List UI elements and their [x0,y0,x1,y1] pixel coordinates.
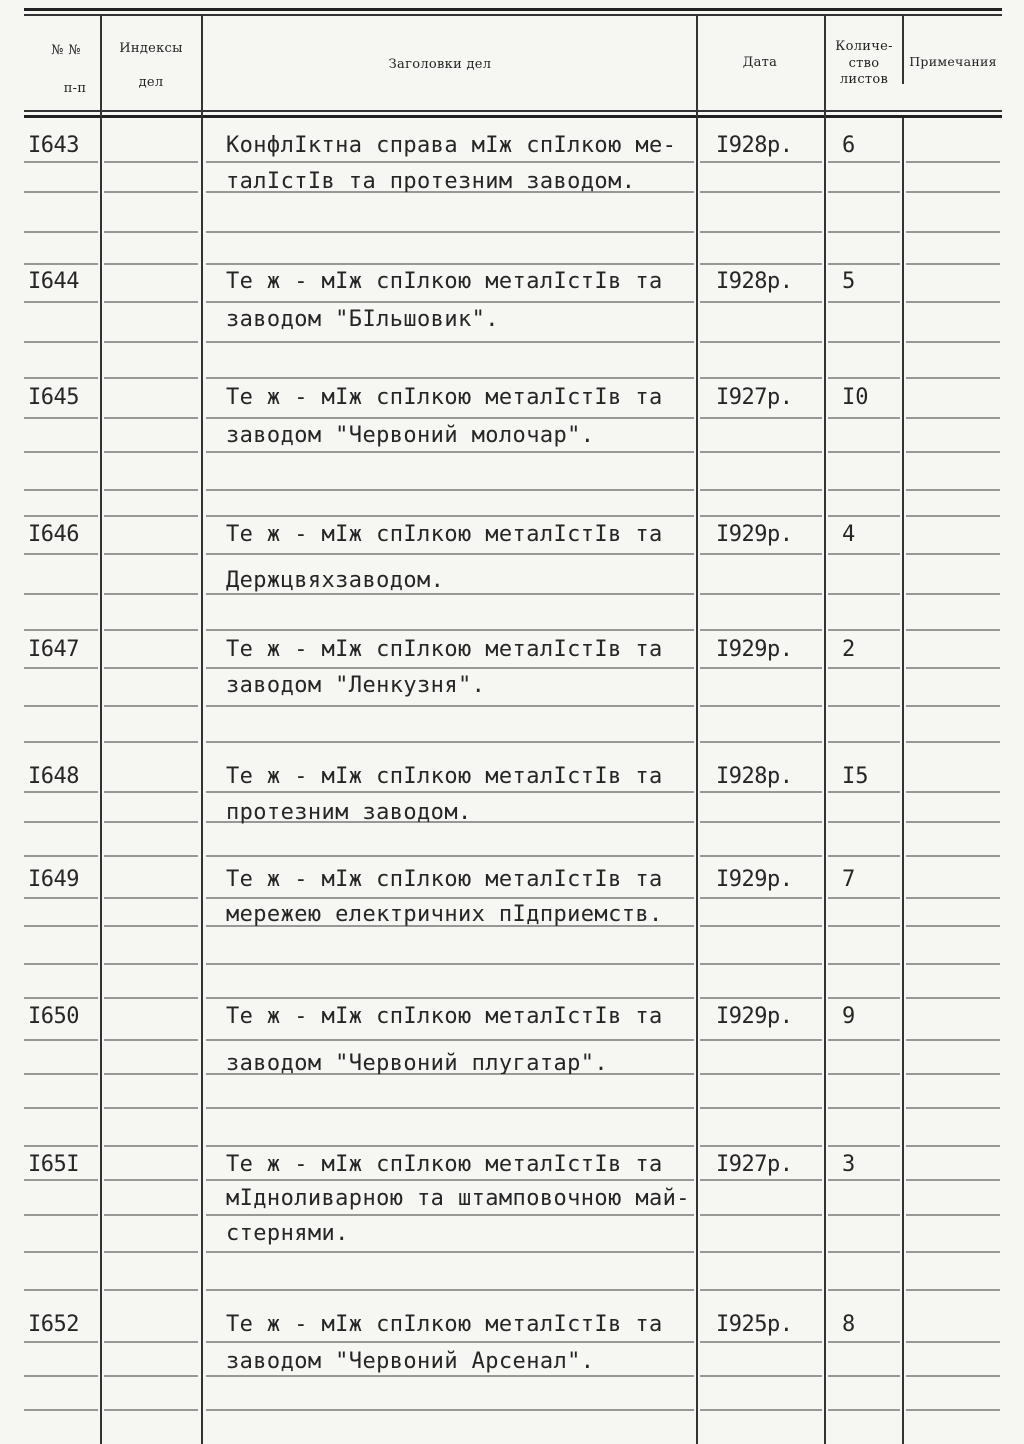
header-sheets-label-3: листов [839,72,889,87]
case-title-line: Те ж - мIж спIлкою металIстIв та [226,637,663,662]
sheet-count: 8 [842,1312,856,1337]
case-date: I927р. [716,1152,793,1177]
case-title-line: Те ж - мIж спIлкою металIстIв та [226,522,663,547]
sheet-count: I5 [842,764,869,789]
case-number: I652 [28,1312,79,1337]
case-number: I646 [28,522,79,547]
case-date: I925р. [716,1312,793,1337]
case-title-line: Те ж - мIж спIлкою металIстIв та [226,269,663,294]
case-number: I648 [28,764,79,789]
sheet-count: 6 [842,133,856,158]
case-title-line: Те ж - мIж спIлкою металIстIв та [226,1312,663,1337]
case-date: I929р. [716,867,793,892]
header-date-label: Дата [742,55,778,70]
case-number: I645 [28,385,79,410]
case-title-line: заводом "Червоний плугатар". [226,1051,609,1076]
case-number: I647 [28,637,79,662]
case-number: I650 [28,1004,79,1029]
sheet-count: 7 [842,867,856,892]
case-number: I643 [28,133,79,158]
sheet-count: 9 [842,1004,856,1029]
case-date: I929р. [716,1004,793,1029]
header-index-label: Индексы [119,41,183,56]
case-title-line: стернями. [226,1221,349,1246]
header-number-sub-label: п-п [63,81,87,96]
sheet-count: 4 [842,522,856,547]
case-title-line: талIстIв та протезним заводом. [226,169,636,194]
case-title-line: Держцвяхзаводом. [226,568,445,593]
sheet-count: 2 [842,637,856,662]
header-titles-label: Заголовки дел [388,57,492,72]
case-number: I65I [28,1152,79,1177]
case-title-line: Те ж - мIж спIлкою металIстIв та [226,764,663,789]
case-date: I928р. [716,764,793,789]
case-title-line: заводом "Червоний Арсенал". [226,1349,595,1374]
case-title-line: Те ж - мIж спIлкою металIстIв та [226,1004,663,1029]
case-title-line: заводом "БIльшовик". [226,307,499,332]
case-title-line: Те ж - мIж спIлкою металIстIв та [226,1152,663,1177]
case-number: I649 [28,867,79,892]
case-title-line: мIдноливарною та штамповочною май- [226,1186,690,1211]
case-title-line: Те ж - мIж спIлкою металIстIв та [226,867,663,892]
case-title-line: заводом "Червоний молочар". [226,423,595,448]
header-notes-label: Примечания [909,54,997,69]
header-number-label: № № [51,43,81,58]
case-title-line: заводом "Ленкузня". [226,673,486,698]
case-date: I927р. [716,385,793,410]
header-sheets-label-2: ство [848,56,880,71]
case-title-line: протезним заводом. [226,800,472,825]
case-date: I929р. [716,637,793,662]
case-date: I928р. [716,133,793,158]
case-date: I928р. [716,269,793,294]
case-title-line: КонфлIктна справа мIж спIлкою ме- [226,133,677,158]
case-number: I644 [28,269,79,294]
case-title-line: Те ж - мIж спIлкою металIстIв та [226,385,663,410]
sheet-count: 3 [842,1152,856,1177]
sheet-count: 5 [842,269,856,294]
case-date: I929р. [716,522,793,547]
sheet-count: I0 [842,385,869,410]
header-index-sub-label: дел [138,75,164,90]
case-title-line: мережею електричних пIдприемств. [226,902,663,927]
header-sheets-label: Количе- [835,39,893,54]
